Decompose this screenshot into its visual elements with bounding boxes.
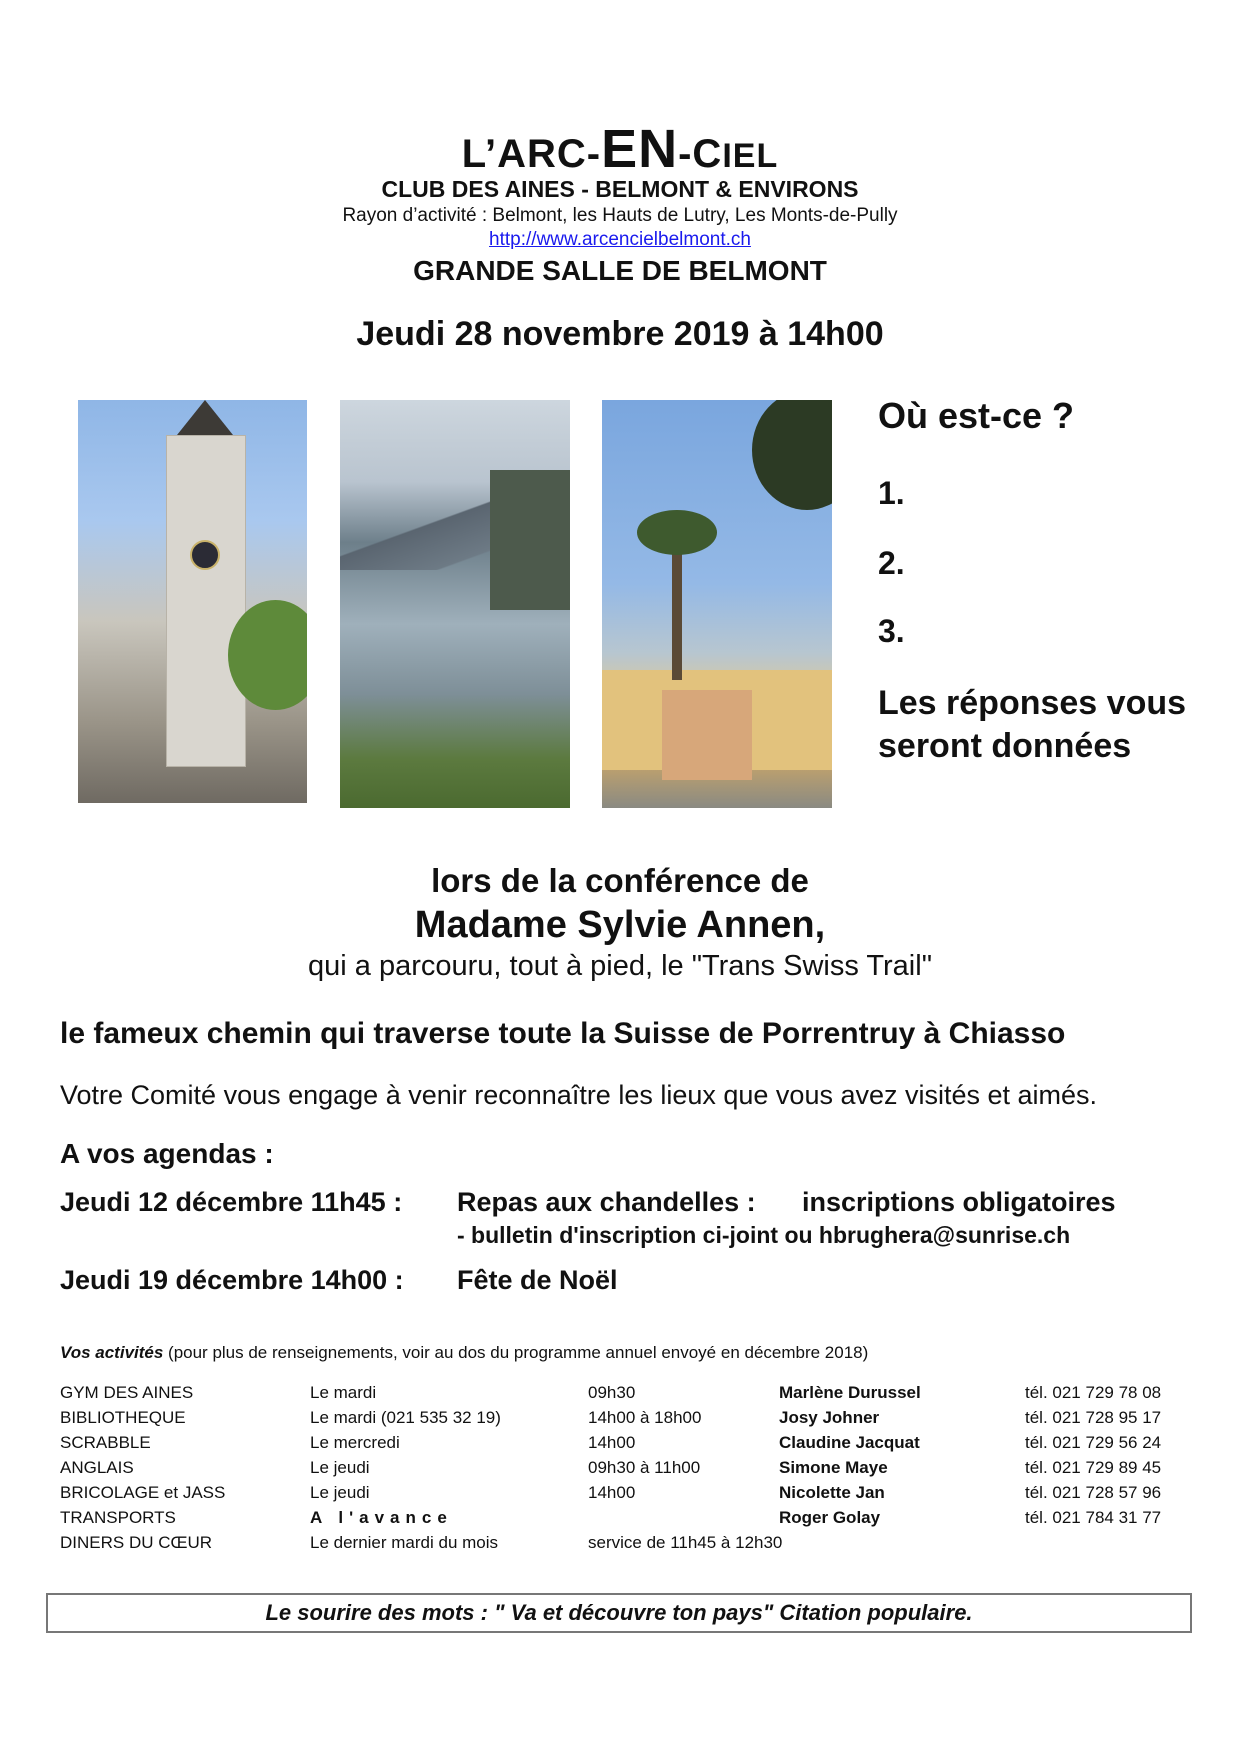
quiz-answer-text: Les réponses vous seront données	[878, 684, 1187, 765]
club-title	[0, 118, 1240, 180]
activity-row	[60, 1433, 1180, 1458]
agenda-event-note: - bulletin d'inscription ci-joint ou hbrughera@sunrise.ch	[457, 1222, 1071, 1248]
trail-description: le fameux chemin qui traverse toute la Suisse de Porrentruy à Chiasso	[60, 1017, 1066, 1050]
house	[662, 690, 752, 780]
activity-contact: Josy Johner	[779, 1408, 880, 1427]
palm-trunk	[672, 540, 682, 680]
venue: GRANDE SALLE DE BELMONT	[413, 255, 827, 286]
palm-foliage	[752, 400, 832, 510]
club-subtitle: CLUB DES AINES - BELMONT & ENVIRONS	[381, 176, 859, 202]
quote-box: Le sourire des mots : " Va et découvre ton pays" Citation populaire.	[46, 1593, 1192, 1633]
speaker-name: Madame Sylvie Annen,	[414, 904, 826, 946]
cliff	[490, 470, 570, 610]
quiz-item-1: 1.	[878, 475, 905, 511]
activity-row	[60, 1383, 1180, 1408]
activity-contact: Claudine Jacquat	[779, 1433, 920, 1452]
activity-day: Le mardi	[310, 1383, 377, 1402]
conference-intro: lors de la conférence de	[431, 862, 809, 899]
activity-name: BRICOLAGE et JASS	[60, 1483, 226, 1502]
activity-day: Le mardi (021 535 32 19)	[310, 1408, 501, 1427]
activity-time: 14h00	[588, 1483, 636, 1502]
clock-icon	[190, 540, 220, 570]
activity-day: A l'avance	[310, 1508, 453, 1527]
activity-contact: Marlène Durussel	[779, 1383, 921, 1402]
photo-lake-mountains	[340, 400, 570, 808]
title-suffix-small: IEL	[722, 137, 779, 175]
activities-heading-rest: (pour plus de renseignements, voir au dos du programme annuel envoyé en décembre 2018)	[163, 1343, 869, 1362]
activity-time: 14h00	[588, 1433, 636, 1452]
tower	[166, 435, 246, 767]
agenda-event-title: Fête de Noël	[457, 1265, 618, 1295]
activity-time: 14h00 à 18h00	[588, 1408, 702, 1427]
title-prefix: L’ARC-	[461, 132, 602, 176]
title-big: EN	[601, 119, 679, 179]
quiz-title: Où est-ce ?	[878, 395, 1075, 436]
activity-phone: tél. 021 729 56 24	[1025, 1433, 1162, 1452]
agenda-heading: A vos agendas :	[60, 1138, 274, 1169]
activity-row	[60, 1533, 1180, 1558]
activity-contact: Roger Golay	[779, 1508, 881, 1527]
activity-phone: tél. 021 729 89 45	[1025, 1458, 1162, 1477]
activity-name: DINERS DU CŒUR	[60, 1533, 213, 1552]
event-date: Jeudi 28 novembre 2019 à 14h00	[356, 315, 884, 353]
activity-row	[60, 1508, 1180, 1533]
activity-day: Le jeudi	[310, 1483, 370, 1502]
photo-palm-village	[602, 400, 832, 808]
activity-time: 09h30 à 11h00	[588, 1458, 701, 1477]
agenda-event-date: Jeudi 12 décembre 11h45 :	[60, 1187, 403, 1217]
speaker-description: qui a parcouru, tout à pied, le "Trans Swiss Trail"	[308, 950, 932, 982]
activity-row	[60, 1458, 1180, 1483]
palm-crown	[637, 510, 717, 555]
title-suffix: -C	[678, 132, 723, 176]
activity-area: Rayon d’activité : Belmont, les Hauts de Lutry, Les Monts-de-Pully	[342, 205, 898, 226]
activity-name: SCRABBLE	[60, 1433, 151, 1452]
activity-day: Le dernier mardi du mois	[310, 1533, 499, 1552]
activity-row	[60, 1483, 1180, 1508]
quiz-item-3: 3.	[878, 613, 905, 649]
website-link[interactable]: http://www.arcencielbelmont.ch	[489, 229, 751, 250]
quiz-item-2: 2.	[878, 545, 905, 581]
committee-message: Votre Comité vous engage à venir reconnaître les lieux que vous avez visités et aimés.	[60, 1080, 1098, 1110]
agenda-event-registration: inscriptions obligatoires	[802, 1187, 1116, 1217]
activity-time: service de 11h45 à 12h30	[588, 1533, 783, 1552]
agenda-event-title: Repas aux chandelles :	[457, 1187, 756, 1217]
activity-phone: tél. 021 728 57 96	[1025, 1483, 1162, 1502]
activity-row	[60, 1408, 1180, 1433]
activity-day: Le mercredi	[310, 1433, 400, 1452]
activities-heading	[60, 1343, 868, 1363]
activity-name: GYM DES AINES	[60, 1383, 194, 1402]
agenda-event-date: Jeudi 19 décembre 14h00 :	[60, 1265, 404, 1295]
activity-name: ANGLAIS	[60, 1458, 134, 1477]
activity-contact: Simone Maye	[779, 1458, 888, 1477]
activity-contact: Nicolette Jan	[779, 1483, 885, 1502]
activity-name: BIBLIOTHEQUE	[60, 1408, 186, 1427]
activity-phone: tél. 021 729 78 08	[1025, 1383, 1162, 1402]
activity-name: TRANSPORTS	[60, 1508, 176, 1527]
activity-phone: tél. 021 728 95 17	[1025, 1408, 1162, 1427]
activity-day: Le jeudi	[310, 1458, 370, 1477]
activity-phone: tél. 021 784 31 77	[1025, 1508, 1162, 1527]
photo-church-tower	[78, 400, 307, 803]
activities-heading-bold: Vos activités	[60, 1343, 164, 1362]
tower-roof	[173, 400, 237, 440]
activity-time: 09h30	[588, 1383, 636, 1402]
